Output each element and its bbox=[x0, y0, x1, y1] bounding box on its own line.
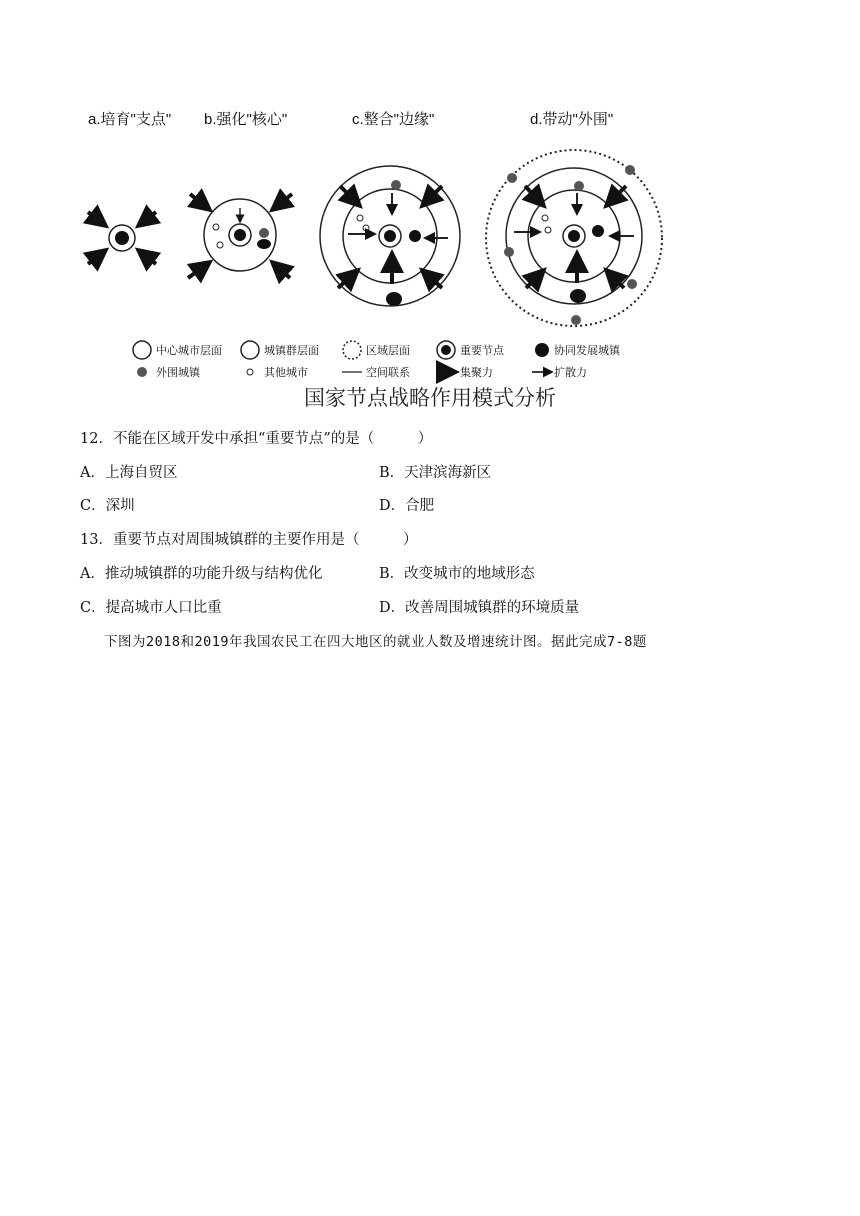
question-13-stem: 13．重要节点对周围城镇群的主要作用是（ ） bbox=[80, 532, 418, 548]
panel-b bbox=[188, 194, 292, 278]
legend-cooperative-town: 协同发展城镇 bbox=[554, 345, 620, 357]
question-12-option-a: A．上海自贸区 bbox=[80, 465, 178, 481]
legend bbox=[133, 341, 621, 379]
legend-region: 区域层面 bbox=[366, 345, 410, 357]
question-13-option-a: A．推动城镇群的功能升级与结构优化 bbox=[80, 566, 323, 582]
panel-a bbox=[88, 212, 156, 264]
question-13-option-b: B．改变城市的地域形态 bbox=[379, 566, 535, 582]
legend-peripheral-town: 外围城镇 bbox=[156, 367, 200, 379]
panel-c bbox=[320, 166, 460, 306]
question-12-option-d: D．合肥 bbox=[379, 498, 435, 514]
legend-agglomeration: 集聚力 bbox=[460, 367, 493, 379]
question-12-option-c: C．深圳 bbox=[80, 498, 135, 514]
question-13-option-c: C．提高城市人口比重 bbox=[80, 600, 222, 616]
legend-other-city: 其他城市 bbox=[264, 367, 308, 379]
panel-label-b: b.强化"核心" bbox=[204, 111, 288, 128]
question-13-option-d: D．改善周围城镇群的环境质量 bbox=[379, 600, 580, 616]
panel-label-a: a.培育"支点" bbox=[88, 111, 172, 128]
question-12-stem: 12．不能在区域开发中承担“重要节点”的是（ ） bbox=[80, 431, 433, 447]
question-12-option-b: B．天津滨海新区 bbox=[379, 465, 492, 481]
panel-d bbox=[486, 150, 662, 326]
legend-spatial-link: 空间联系 bbox=[366, 367, 410, 379]
node-strategy-diagram bbox=[70, 98, 670, 388]
panel-label-c: c.整合"边缘" bbox=[352, 111, 435, 128]
section-intro: 下图为2018和2019年我国农民工在四大地区的就业人数及增速统计图。据此完成7-8题 bbox=[104, 634, 647, 650]
legend-diffusion: 扩散力 bbox=[554, 367, 587, 379]
panel-label-d: d.带动"外围" bbox=[530, 111, 614, 128]
figure-title: 国家节点战略作用模式分析 bbox=[304, 386, 556, 410]
legend-center-city: 中心城市层面 bbox=[156, 345, 222, 357]
legend-key-node: 重要节点 bbox=[460, 345, 504, 357]
legend-town-group: 城镇群层面 bbox=[264, 345, 319, 357]
